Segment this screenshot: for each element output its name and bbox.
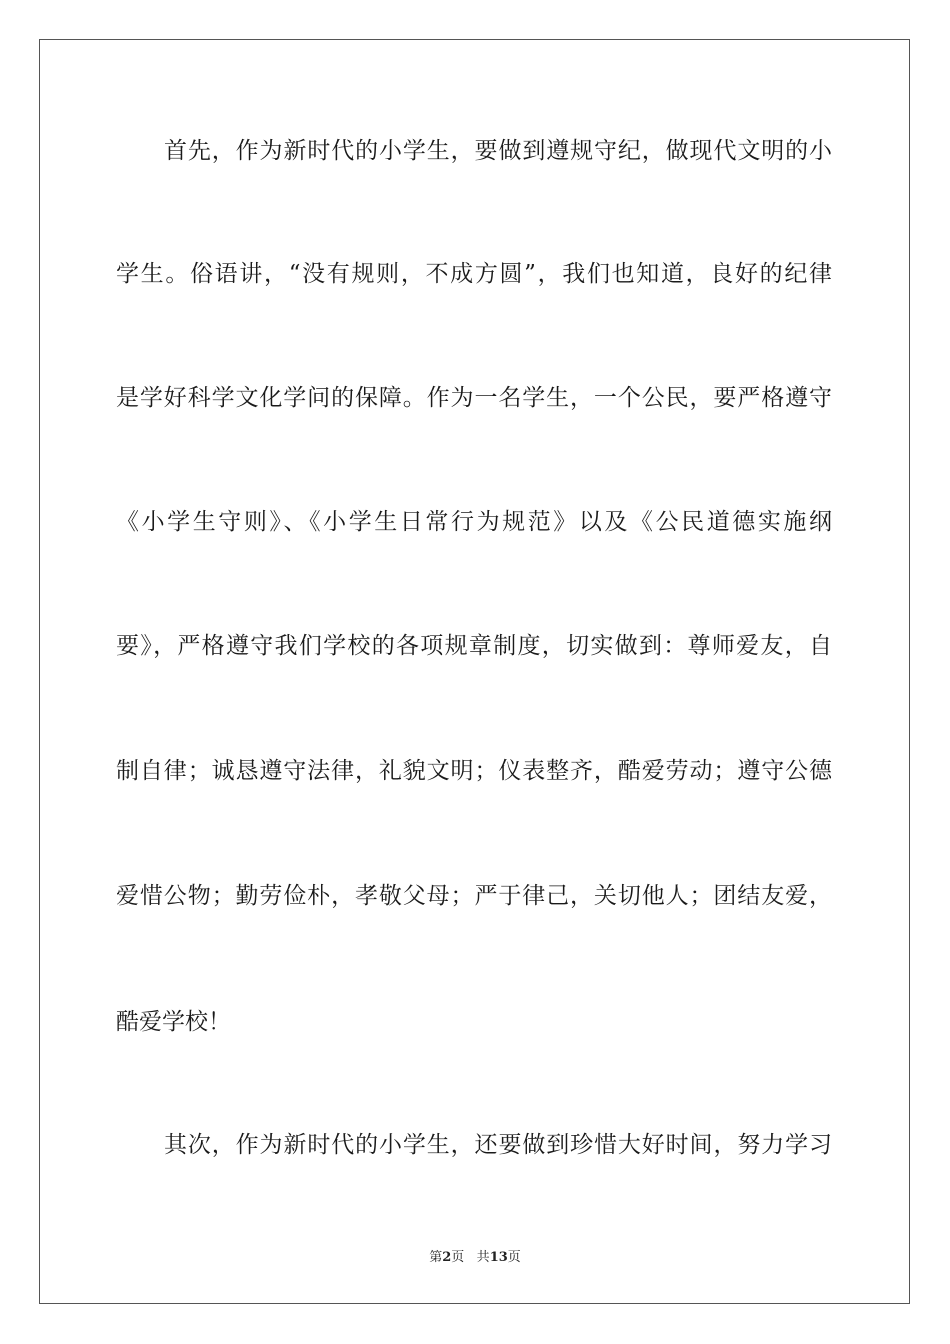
- total-pages: 13: [489, 1250, 508, 1265]
- paragraph-1-line-3: 是学好科学文化学问的保障。作为一名学生，一个公民，要严格遵守: [116, 385, 832, 411]
- paragraph-1-line-5: 要》，严格遵守我们学校的各项规章制度，切实做到：尊师爱友，自: [116, 633, 832, 659]
- total-suffix: 页: [507, 1250, 521, 1265]
- paragraph-1-line-2: 学生。俗语讲，“没有规则，不成方圆”，我们也知道，良好的纪律: [116, 261, 832, 287]
- total-prefix: 共: [476, 1250, 490, 1265]
- paragraph-1-line-8: 酷爱学校！: [116, 1009, 231, 1035]
- page-suffix: 页: [451, 1250, 465, 1265]
- paragraph-1-line-7: 爱惜公物；勤劳俭朴，孝敬父母；严于律己，关切他人；团结友爱，: [116, 883, 832, 909]
- page-footer: [0, 1246, 950, 1265]
- page-border: [39, 39, 910, 1304]
- paragraph-2-line-1: 其次，作为新时代的小学生，还要做到珍惜大好时间，努力学习: [164, 1132, 832, 1158]
- page-prefix: 第: [429, 1250, 443, 1265]
- page-number: 2: [442, 1250, 452, 1265]
- paragraph-1-line-1: 首先，作为新时代的小学生，要做到遵规守纪，做现代文明的小: [164, 138, 832, 164]
- paragraph-1-line-6: 制自律；诚恳遵守法律，礼貌文明；仪表整齐，酷爱劳动；遵守公德: [116, 758, 832, 784]
- paragraph-1-line-4: 《小学生守则》、《小学生日常行为规范》以及《公民道德实施纲: [116, 509, 832, 535]
